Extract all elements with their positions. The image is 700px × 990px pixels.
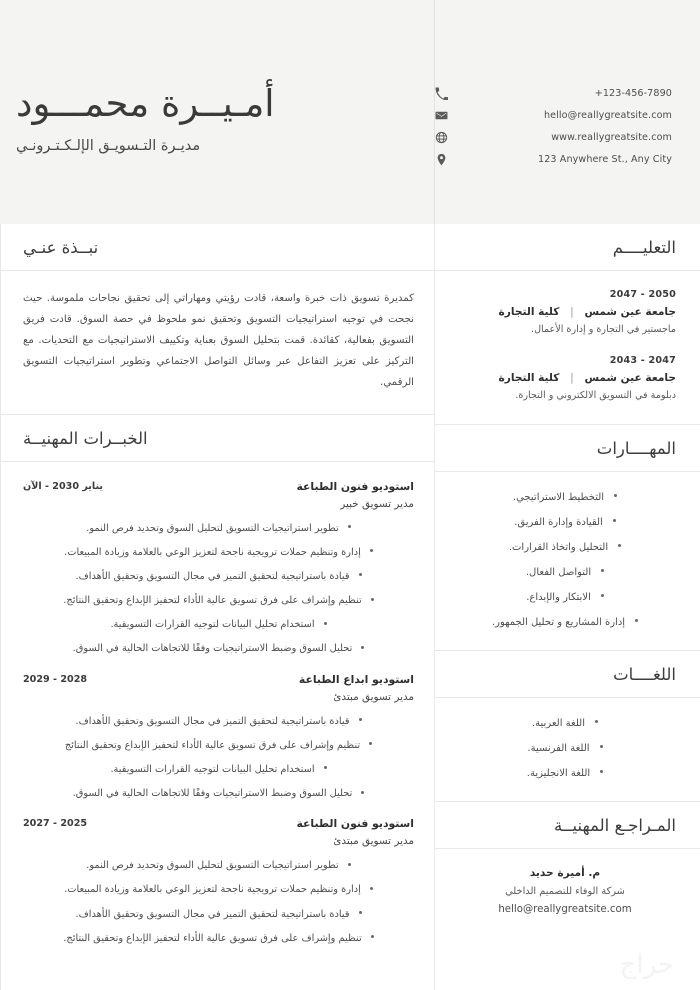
- skill-text: التواصل الفعال.: [525, 566, 592, 578]
- education-heading: التعليــــم: [612, 238, 676, 257]
- globe-icon: [434, 130, 448, 144]
- contact-item-address[interactable]: [434, 152, 672, 166]
- envelope-icon: [434, 108, 448, 122]
- experience-role: مدير تسويق خبير: [340, 497, 414, 510]
- languages-body: [434, 698, 700, 802]
- list-item: [23, 786, 414, 801]
- main-column: [0, 224, 434, 990]
- experience-body: [1, 462, 434, 975]
- contact-website-text: www.reallygreatsite.com: [551, 131, 672, 143]
- languages-heading-wrap: [434, 651, 700, 698]
- bullet-dot-icon: [635, 619, 638, 622]
- bullet-dot-icon: [618, 544, 621, 547]
- skills-body: [434, 472, 700, 651]
- experience-bullet-list: [23, 858, 414, 946]
- about-text: كمديرة تسويق ذات خبرة واسعة، قادت رؤيتي ومهاراتي إلى تحقيق نجاحات ملموسة. حيث نجحت في توجيه استراتيجيات التسويق وتحقيق نمو ملحوظ في حصة السوق. قادت فريق التسويق بفعالية، كقائدة. قمت بتحليل السوق بعناية وتكييف الاستراتيجيات مع التحديات. مع التركيز على تعزيز التفاعل عبر وسائل التواصل الاجتماعي وتطوير استراتيجيات التسويق الرقمي.: [23, 293, 414, 388]
- references-heading-wrap: [434, 802, 700, 849]
- identity-block: [0, 0, 434, 224]
- education-entry: [454, 289, 676, 337]
- experience-bullet-text: تطوير استراتيجيات التسويق لتحليل السوق وتحديد فرص النمو.: [86, 522, 339, 534]
- skills-heading: المهــــارات: [596, 438, 676, 458]
- list-item: [23, 617, 414, 632]
- experience-role: مدير تسويق مبتدئ: [333, 835, 414, 848]
- list-item: [454, 490, 676, 505]
- references-heading: المـراجـع المهنيــة: [554, 815, 676, 835]
- bullet-dot-icon: [324, 766, 327, 769]
- list-item: [454, 515, 676, 530]
- experience-bullet-text: تحليل السوق وضبط الاستراتيجيات وفقًا للاتجاهات الحالية في السوق.: [72, 788, 353, 800]
- resume-body: [0, 224, 700, 990]
- reference-email[interactable]: hello@reallygreatsite.com: [498, 903, 632, 915]
- bullet-dot-icon: [601, 569, 604, 572]
- experience-company: استوديو ابداع الطباعة: [298, 672, 414, 686]
- bullet-dot-icon: [371, 598, 374, 601]
- education-university: جامعة عين شمس: [584, 306, 676, 318]
- language-text: اللغة العربية.: [531, 717, 585, 729]
- skills-heading-wrap: [434, 425, 700, 472]
- bullet-dot-icon: [361, 646, 364, 649]
- list-item: [23, 931, 414, 946]
- experience-entry-header: [23, 480, 414, 493]
- body-vertical-divider: [434, 224, 435, 990]
- languages-list: [454, 716, 676, 781]
- about-heading: نبــذة عنـي: [23, 238, 99, 257]
- education-separator: |: [570, 306, 574, 318]
- experience-bullet-list: [23, 714, 414, 802]
- bullet-dot-icon: [595, 720, 598, 723]
- skill-text: القيادة وإدارة الفريق.: [514, 516, 603, 528]
- list-item: [454, 615, 676, 630]
- list-item: [23, 521, 414, 536]
- list-item: [454, 766, 676, 781]
- about-heading-wrap: [1, 224, 434, 271]
- education-years: 2047 - 2050: [609, 289, 676, 300]
- list-item: [454, 590, 676, 605]
- bullet-dot-icon: [370, 887, 373, 890]
- experience-bullet-text: تطوير استراتيجيات التسويق لتحليل السوق وتحديد فرص النمو.: [86, 860, 339, 872]
- experience-heading-wrap: [1, 415, 434, 462]
- experience-bullet-text: تنظيم وإشراف على فرق تسويق عالية الأداء لتحفيز الإبداع وتحقيق النتائج.: [63, 595, 362, 607]
- experience-date: يناير 2030 - الآن: [23, 480, 104, 492]
- contact-item-phone[interactable]: [434, 86, 672, 100]
- list-item: [23, 858, 414, 873]
- experience-date: 2025 - 2027: [23, 818, 88, 830]
- education-body: [434, 271, 700, 425]
- education-separator: |: [570, 372, 574, 385]
- experience-bullet-text: قيادة باستراتيجية لتحقيق التميز في مجال التسويق وتحقيق الأهداف.: [75, 715, 350, 727]
- experience-bullet-list: [23, 521, 414, 657]
- education-years: 2043 - 2047: [609, 355, 676, 367]
- bullet-dot-icon: [601, 594, 604, 597]
- contact-address-text: 123 Anywhere St., Any City: [538, 153, 672, 165]
- list-item: [23, 545, 414, 560]
- education-entry: [454, 355, 676, 403]
- education-degree: ماجستير في التجارة و إدارة الأعمال.: [531, 324, 676, 335]
- bullet-dot-icon: [359, 911, 362, 914]
- education-college: كلية التجارة: [498, 372, 560, 385]
- contact-email-text: hello@reallygreatsite.com: [543, 109, 672, 121]
- header-vertical-divider: [434, 0, 435, 224]
- bullet-dot-icon: [600, 745, 603, 748]
- bullet-dot-icon: [324, 622, 327, 625]
- experience-bullet-text: إدارة وتنظيم حملات ترويجية ناجحة لتعزيز الوعي بالعلامة وزيادة المبيعات.: [64, 884, 361, 896]
- bullet-dot-icon: [348, 525, 351, 528]
- bullet-dot-icon: [361, 791, 364, 794]
- list-item: [454, 716, 676, 731]
- experience-bullet-text: تحليل السوق وضبط الاستراتيجيات وفقًا للاتجاهات الحالية في السوق.: [72, 643, 353, 655]
- experience-bullet-text: قيادة باستراتيجية لتحقيق التميز في مجال التسويق وتحقيق الأهداف.: [75, 908, 350, 920]
- experience-entry-header: [23, 673, 414, 686]
- skill-text: التحليل واتخاذ القرارات.: [508, 541, 609, 553]
- skills-list: [454, 490, 676, 630]
- person-name: أمـيــرة محمـــود: [16, 82, 275, 125]
- list-item: [23, 593, 414, 608]
- experience-entry: [23, 480, 414, 657]
- experience-bullet-text: استخدام تحليل البيانات لتوجيه القرارات التسويقية.: [110, 619, 315, 631]
- contact-item-website[interactable]: [434, 130, 672, 144]
- bullet-dot-icon: [359, 718, 362, 721]
- experience-company: استوديو فنون الطباعة: [296, 817, 414, 831]
- location-pin-icon: [434, 152, 448, 166]
- education-college: كلية التجارة: [498, 306, 560, 318]
- experience-role: مدير تسويق مبتدئ: [333, 690, 414, 703]
- bullet-dot-icon: [613, 519, 616, 522]
- experience-bullet-text: تنظيم وإشراف على فرق تسويق عالية الأداء لتحفيز الإبداع وتحقيق النتائج.: [63, 932, 362, 944]
- bullet-dot-icon: [600, 770, 603, 773]
- phone-icon: [434, 86, 448, 100]
- language-text: اللغة الانجليزية.: [526, 767, 591, 779]
- bullet-dot-icon: [370, 549, 373, 552]
- experience-bullet-text: تنظيم وإشراف على فرق تسويق عالية الأداء لتحفيز الإبداع وتحقيق النتائج: [64, 739, 361, 751]
- bullet-dot-icon: [369, 742, 372, 745]
- experience-date: 2028 - 2029: [23, 673, 88, 685]
- references-body: [434, 849, 700, 935]
- list-item: [23, 762, 414, 777]
- skill-text: الابتكار والإبداع.: [526, 591, 591, 603]
- contact-block: [434, 0, 700, 224]
- list-item: [23, 569, 414, 584]
- experience-entry-header: [23, 817, 414, 830]
- experience-entry: [23, 817, 414, 946]
- list-item: [454, 565, 676, 580]
- reference-name: م. أميرة حديد: [529, 866, 601, 879]
- list-item: [23, 907, 414, 922]
- experience-entry: [23, 673, 414, 802]
- list-item: [23, 714, 414, 729]
- list-item: [454, 540, 676, 555]
- reference-company: شركة الوفاء للتصميم الداخلي: [505, 885, 625, 897]
- bullet-dot-icon: [359, 573, 362, 576]
- list-item: [23, 882, 414, 897]
- bullet-dot-icon: [371, 935, 374, 938]
- experience-bullet-text: قيادة باستراتيجية لتحقيق التميز في مجال التسويق وتحقيق الأهداف.: [75, 570, 350, 582]
- contact-phone-text: +123-456-7890: [594, 87, 672, 99]
- person-job-title: مديـرة التـسويـق الإلـكـتـرونـي: [16, 137, 201, 154]
- experience-heading: الخبــرات المهنيــة: [23, 428, 148, 448]
- resume-header: [0, 0, 700, 224]
- education-institution: [454, 306, 676, 318]
- education-institution: [454, 372, 676, 384]
- list-item: [23, 738, 414, 753]
- skill-text: إدارة المشاريع و تحليل الجمهور.: [491, 616, 626, 628]
- experience-bullet-text: إدارة وتنظيم حملات ترويجية ناجحة لتعزيز الوعي بالعلامة وزيادة المبيعات.: [64, 546, 361, 558]
- education-degree: دبلومة في التسويق الالكتروني و التجارة.: [515, 390, 676, 402]
- languages-heading: اللغــــات: [613, 664, 676, 684]
- education-heading-wrap: [434, 224, 700, 271]
- skill-text: التخطيط الاستراتيجي.: [512, 491, 605, 503]
- bullet-dot-icon: [348, 863, 351, 866]
- sidebar-column: [434, 224, 700, 990]
- education-university: جامعة عين شمس: [584, 372, 676, 385]
- language-text: اللغة الفرنسية.: [527, 742, 590, 754]
- list-item: [23, 641, 414, 656]
- contact-item-email[interactable]: [434, 108, 672, 122]
- watermark: حراج: [619, 950, 674, 980]
- experience-bullet-text: استخدام تحليل البيانات لتوجيه القرارات التسويقية.: [110, 763, 315, 775]
- experience-company: استوديو فنون الطباعة: [296, 479, 414, 493]
- bullet-dot-icon: [614, 494, 617, 497]
- about-body: [1, 271, 434, 415]
- list-item: [454, 741, 676, 756]
